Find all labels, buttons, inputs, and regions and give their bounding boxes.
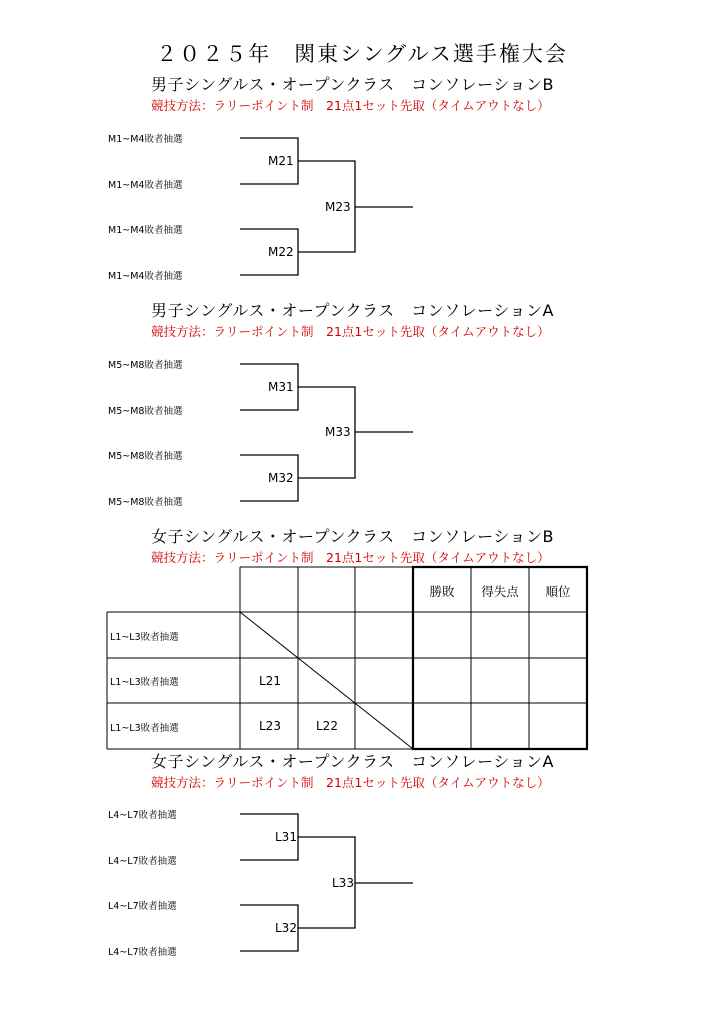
table-row-label: L1~L3敗者抽選	[110, 632, 179, 643]
section-heading: 男子シングルス・オープンクラス コンソレーションA	[151, 301, 554, 320]
table-header: 順位	[545, 584, 571, 599]
match-label: M33	[325, 425, 351, 439]
table-cell: L21	[259, 674, 281, 688]
rules-text: 競技方法：ラリーポイント制 21点1セット先取（タイムアウトなし）	[151, 324, 550, 339]
entry-label: M5~M8敗者抽選	[108, 406, 183, 417]
entry-label: L4~L7敗者抽選	[108, 856, 177, 867]
entry-label: L4~L7敗者抽選	[108, 947, 177, 958]
rules-text: 競技方法：ラリーポイント制 21点1セット先取（タイムアウトなし）	[151, 98, 550, 113]
match-label: M23	[325, 200, 351, 214]
table-header: 得失点	[481, 584, 519, 599]
entry-label: M1~M4敗者抽選	[108, 180, 183, 191]
rules-text: 競技方法：ラリーポイント制 21点1セット先取（タイムアウトなし）	[151, 775, 550, 790]
section-heading: 男子シングルス・オープンクラス コンソレーションB	[151, 75, 554, 94]
match-label: M21	[268, 154, 294, 168]
match-label: M31	[268, 380, 294, 394]
table-cell: L22	[316, 719, 338, 733]
rules-text: 競技方法：ラリーポイント制 21点1セット先取（タイムアウトなし）	[151, 550, 550, 565]
entry-label: L4~L7敗者抽選	[108, 901, 177, 912]
match-label: M22	[268, 245, 294, 259]
entry-label: L4~L7敗者抽選	[108, 810, 177, 821]
entry-label: M5~M8敗者抽選	[108, 360, 183, 371]
page-title: ２０２５年 関東シングルス選手権大会	[156, 42, 568, 66]
entry-label: M1~M4敗者抽選	[108, 271, 183, 282]
table-row-label: L1~L3敗者抽選	[110, 723, 179, 734]
entry-label: M1~M4敗者抽選	[108, 134, 183, 145]
entry-label: M5~M8敗者抽選	[108, 451, 183, 462]
table-header: 勝敗	[429, 584, 455, 599]
entry-label: M5~M8敗者抽選	[108, 497, 183, 508]
section-heading: 女子シングルス・オープンクラス コンソレーションB	[151, 527, 554, 546]
entry-label: M1~M4敗者抽選	[108, 225, 183, 236]
match-label: L33	[332, 876, 354, 890]
match-label: L32	[275, 921, 297, 935]
match-label: M32	[268, 471, 294, 485]
table-cell: L23	[259, 719, 281, 733]
table-row-label: L1~L3敗者抽選	[110, 677, 179, 688]
section-heading: 女子シングルス・オープンクラス コンソレーションA	[151, 752, 554, 771]
match-label: L31	[275, 830, 297, 844]
